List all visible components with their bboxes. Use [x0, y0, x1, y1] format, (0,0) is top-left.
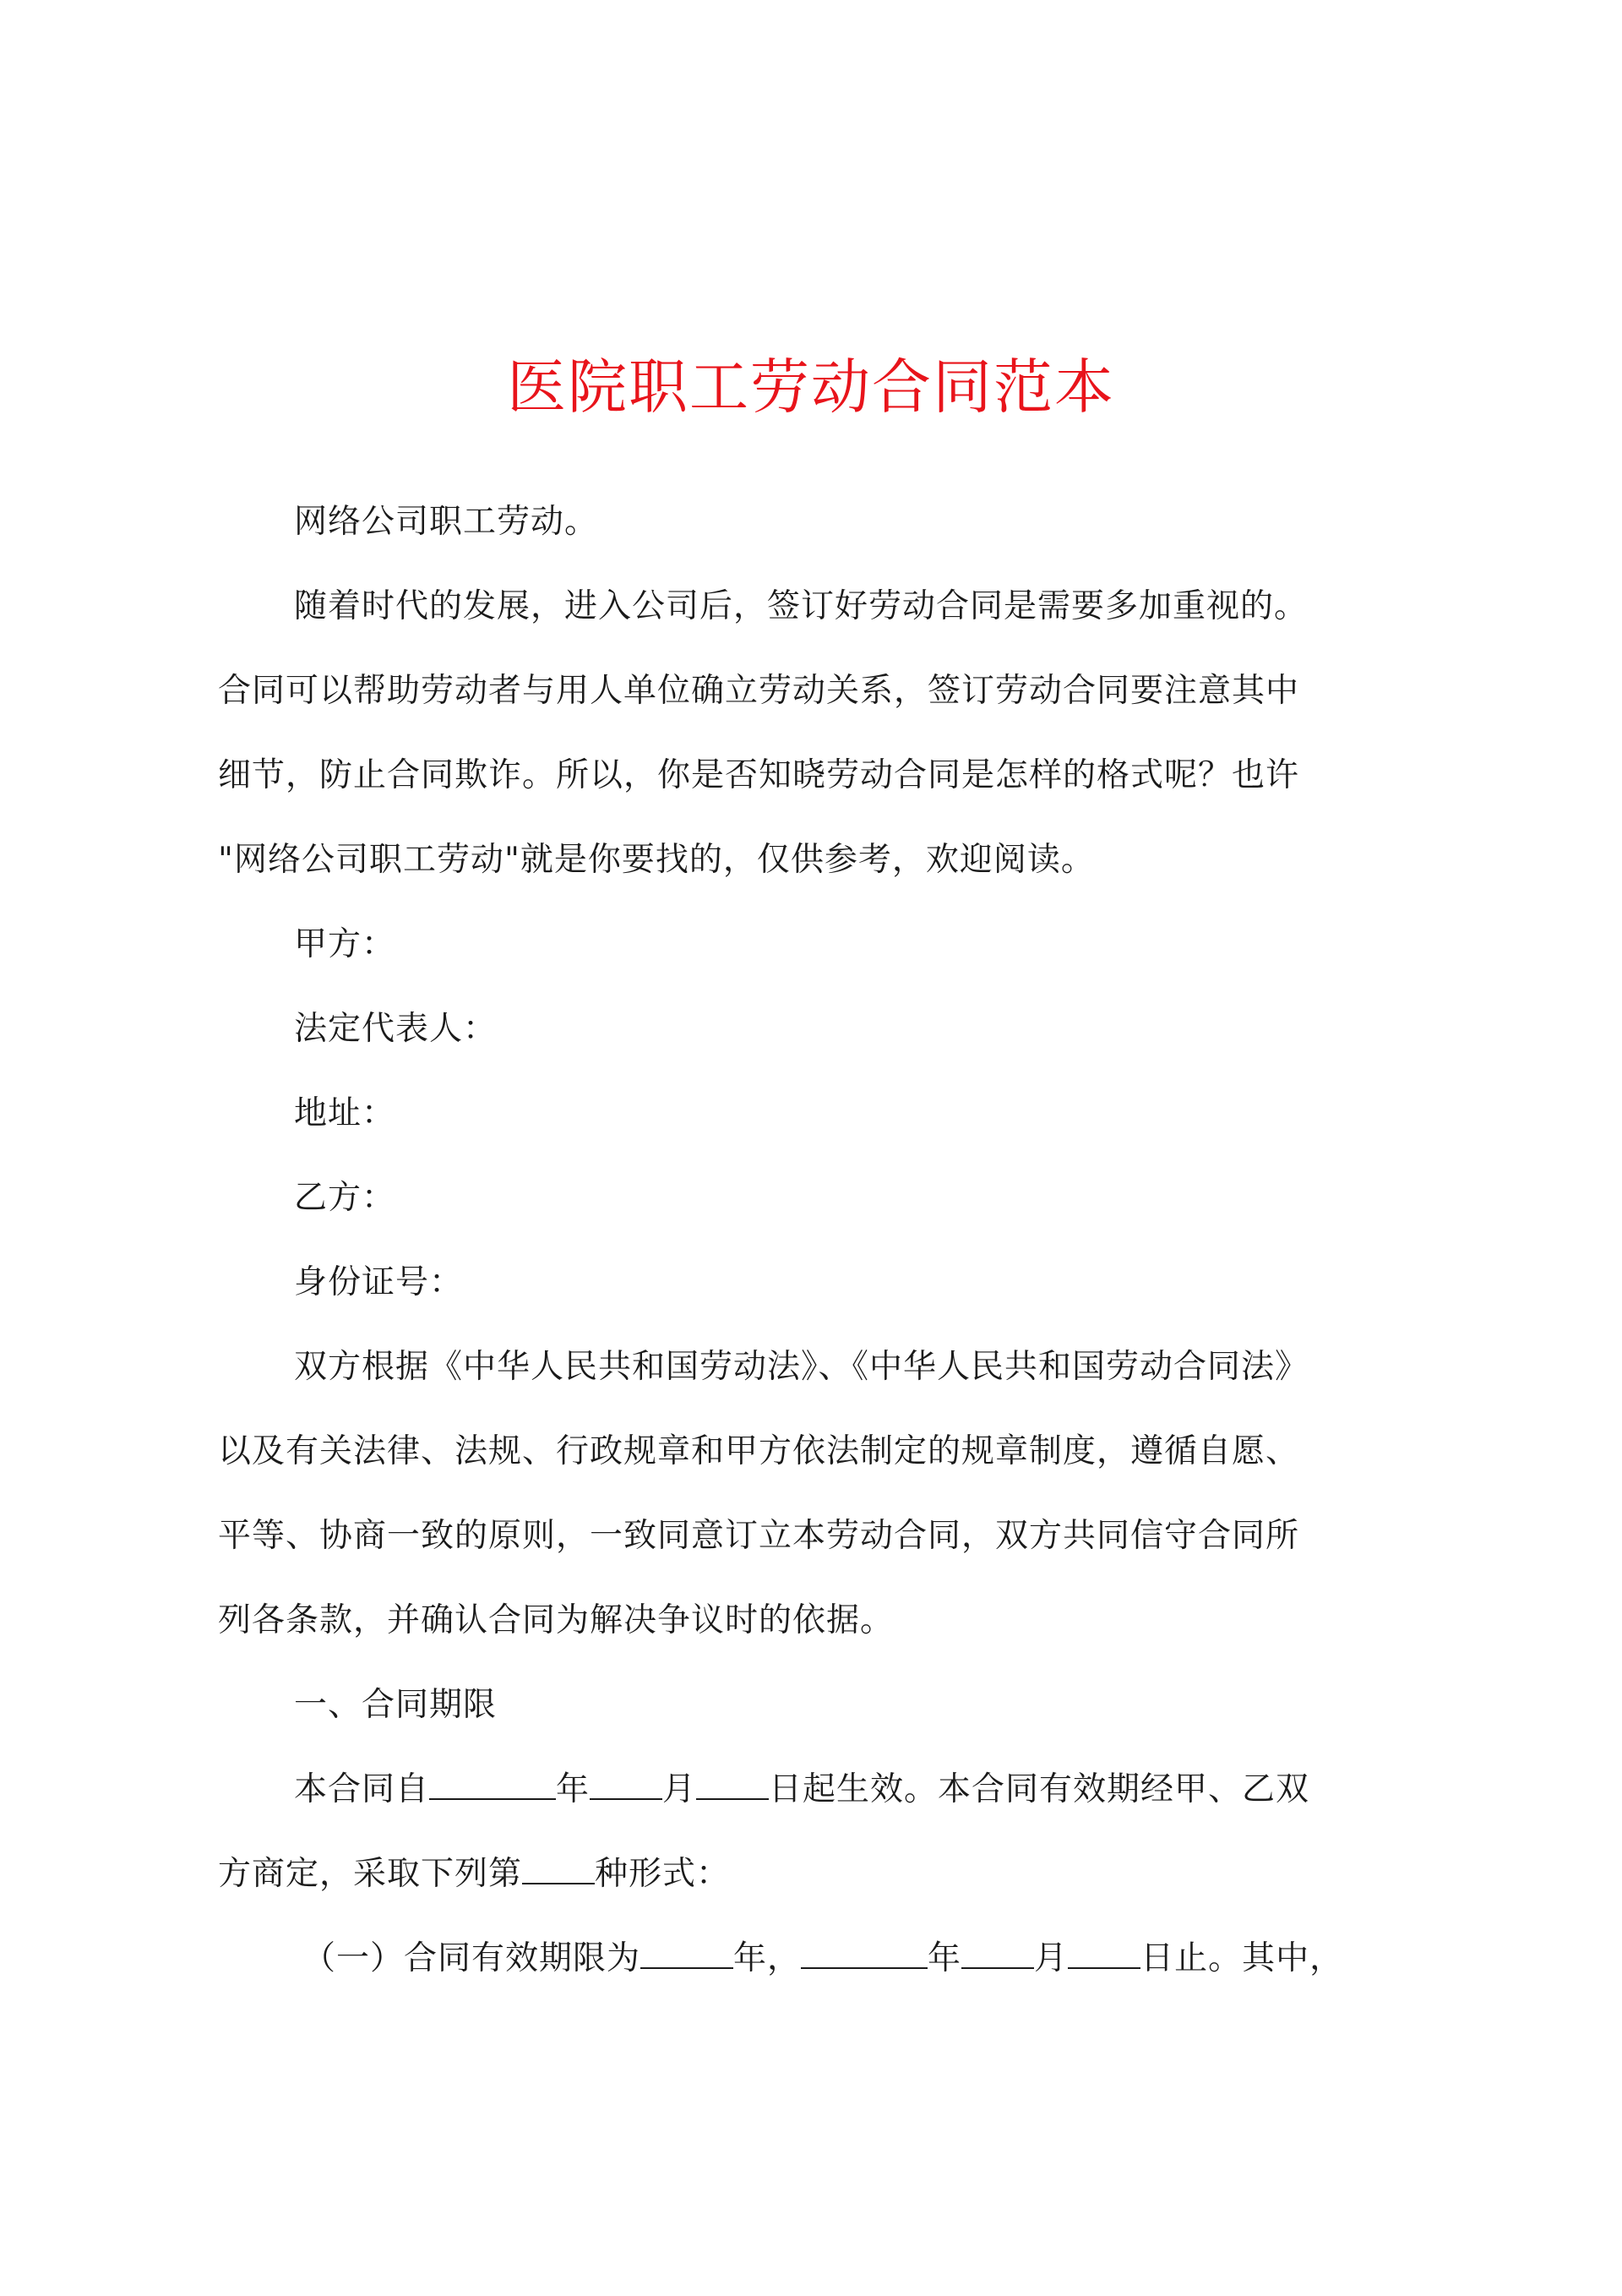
option-one-line: [218, 1917, 1418, 2001]
clause-text: 日起生效。本合同有效期经甲、乙双: [769, 1770, 1310, 1808]
end-day-blank: [1068, 1942, 1140, 1969]
clause-text: 年，: [733, 1939, 802, 1977]
year-blank: [429, 1773, 556, 1800]
years-blank: [640, 1942, 733, 1969]
term-clause-line: [218, 1748, 1418, 1832]
end-year-blank: [801, 1942, 928, 1969]
paragraph-line: 以及有关法律、法规、行政规章和甲方依法制定的规章制度，遵循自愿、: [218, 1432, 1300, 1470]
clause-text: 年: [556, 1770, 591, 1808]
paragraph-line: 双方根据《中华人民共和国劳动法》、《中华人民共和国劳动合同法》: [294, 1348, 1309, 1386]
month-blank: [590, 1773, 662, 1800]
clause-text: （一）合同有效期限为: [302, 1939, 641, 1977]
party-b-label: 乙方：: [294, 1179, 396, 1217]
paragraph-line: "网络公司职工劳动"就是你要找的，仅供参考，欢迎阅读。: [218, 841, 1095, 879]
section-heading-contract-term: 一、合同期限: [294, 1686, 498, 1724]
paragraph-line: 合同可以帮助劳动者与用人单位确立劳动关系，签订劳动合同要注意其中: [218, 672, 1300, 710]
end-month-blank: [961, 1942, 1034, 1969]
basis-paragraph: [218, 1325, 1418, 1663]
paragraph-line: 细节，防止合同欺诈。所以，你是否知晓劳动合同是怎样的格式呢？也许: [218, 756, 1300, 794]
clause-text: 本合同自: [294, 1770, 430, 1808]
document-title: 医院职工劳动合同范本: [507, 352, 1115, 422]
legal-representative-label: 法定代表人：: [294, 1010, 498, 1048]
party-a-label: 甲方：: [294, 925, 396, 963]
term-clause: [218, 1748, 1418, 1917]
clause-text: 方商定，采取下列第: [218, 1855, 523, 1893]
preface-paragraph: [218, 564, 1418, 903]
paragraph-line: 随着时代的发展，进入公司后，签订好劳动合同是需要多加重视的。: [294, 587, 1309, 625]
document-body: [218, 480, 1418, 2001]
clause-text: 月: [662, 1770, 697, 1808]
intro-line: 网络公司职工劳动。: [294, 503, 599, 541]
option-number-blank: [522, 1857, 595, 1884]
clause-text: 种形式：: [595, 1855, 731, 1893]
term-clause-line: [218, 1832, 1418, 1917]
id-number-label: 身份证号：: [294, 1263, 464, 1301]
clause-text: 日止。其中，: [1140, 1939, 1344, 1977]
paragraph-line: 列各条款，并确认合同为解决争议时的依据。: [218, 1601, 895, 1639]
day-blank: [696, 1773, 769, 1800]
paragraph-line: 平等、协商一致的原则，一致同意订立本劳动合同，双方共同信守合同所: [218, 1517, 1300, 1555]
address-label: 地址：: [294, 1094, 396, 1132]
clause-text: 月: [1034, 1939, 1069, 1977]
clause-text: 年: [928, 1939, 962, 1977]
